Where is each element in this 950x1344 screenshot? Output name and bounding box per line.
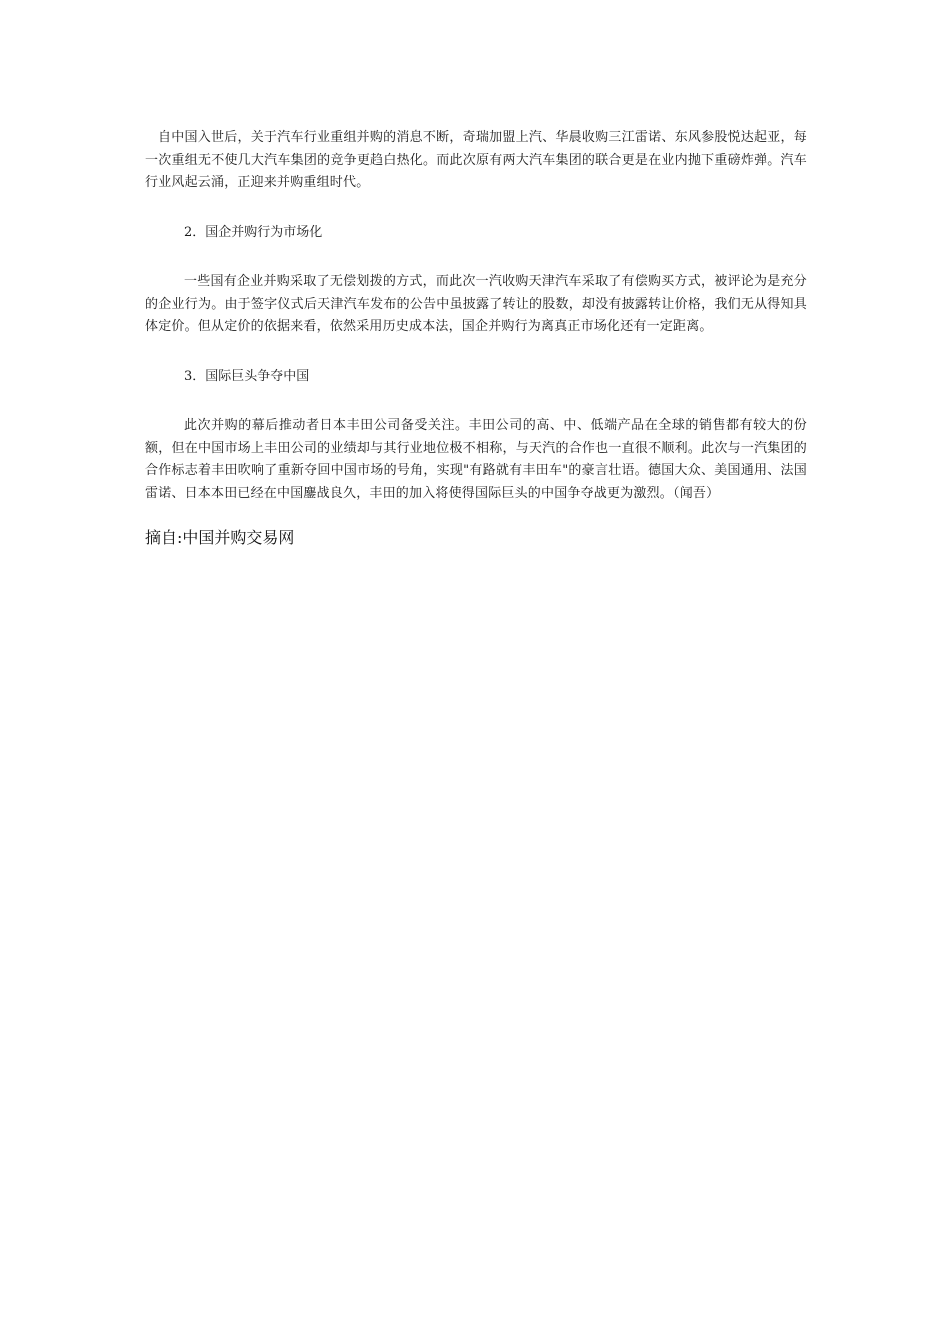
spacer <box>145 195 807 222</box>
section-heading-3: 3．国际巨头争夺中国 <box>184 368 310 384</box>
paragraph-section-3: 此次并购的幕后推动者日本丰田公司备受关注。丰田公司的高、中、低端产品在全球的销售都有较大的份额，但在中国市场上丰田公司的业绩却与其行业地位极不相称，与天汽的合作也一直很不顺利。此次与一汽集团的合作标志着丰田吹响了重新夺回中国市场的号角，实现"有路就有丰田车"的豪言壮语。德国大众、美国通用、法国雷诺、日本本田已经在中国鏖战良久，丰田的加入将使得国际巨头的中国争夺战更为激烈。（闻吾） <box>145 418 807 501</box>
paragraph-intro: 自中国入世后，关于汽车行业重组并购的消息不断，奇瑞加盟上汽、华晨收购三江雷诺、东风参股悦达起亚，每一次重组无不使几大汽车集团的竞争更趋白热化。而此次原有两大汽车集团的联合更是在业内抛下重磅炸弹。汽车行业风起云涌，正迎来并购重组时代。 <box>145 130 807 190</box>
section-heading-2: 2．国企并购行为市场化 <box>184 224 323 240</box>
paragraph-section-2: 一些国有企业并购采取了无偿划拨的方式，而此次一汽收购天津汽车采取了有偿购买方式，被评论为是充分的企业行为。由于签字仪式后天津汽车发布的公告中虽披露了转让的股数，却没有披露转让价格，我们无从得知具体定价。但从定价的依据来看，依然采用历史成本法，国企并购行为离真正市场化还有一定距离。 <box>145 274 807 334</box>
spacer <box>145 505 807 526</box>
source-attribution: 摘自:中国并购交易网 <box>145 528 295 547</box>
article-body <box>145 127 807 550</box>
spacer <box>145 388 807 415</box>
spacer <box>145 339 807 366</box>
spacer <box>145 244 807 271</box>
